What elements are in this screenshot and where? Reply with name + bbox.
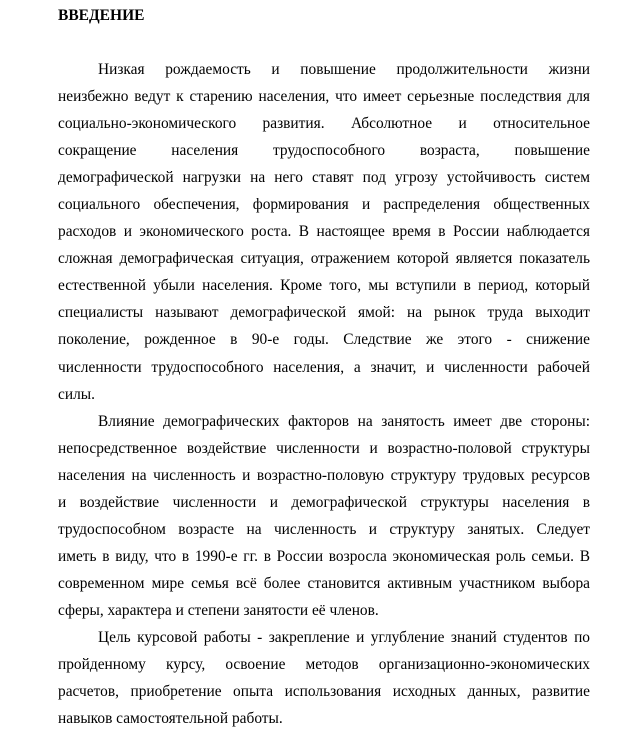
paragraph-line: Цель курсовой работы - закрепление и углубление знаний студентов по: [98, 628, 590, 646]
paragraph-line: естественной убыли населения. Кроме того, мы вступили в период, который: [58, 277, 590, 295]
paragraph-line: населения на численность и возрастно-половую структуру трудовых ресурсов: [58, 466, 590, 484]
paragraph-line: сферы, характера и степени занятости её членов.: [58, 601, 379, 619]
paragraph-line: пройденному курсу, освоение методов организационно-экономических: [58, 656, 590, 674]
paragraph-line: сокращение населения трудоспособного возраста, повышение: [58, 142, 590, 160]
paragraph-line: численности трудоспособного населения, а значит, и численности рабочей: [58, 358, 590, 376]
paragraph-line: демографической нагрузки на него ставят под угрозу устойчивость систем: [58, 169, 590, 187]
paragraph-line: расчетов, приобретение опыта использования исходных данных, развитие: [58, 683, 590, 701]
paragraph-line: поколение, рожденное в 90-е годы. Следствие же этого - снижение: [58, 331, 590, 349]
paragraph-line: социально-экономического развития. Абсолютное и относительное: [58, 115, 590, 133]
paragraph-line: неизбежно ведут к старению населения, что имеет серьезные последствия для: [58, 88, 590, 106]
paragraph-2: [58, 408, 590, 624]
paragraph-line: Влияние демографических факторов на занятость имеет две стороны:: [98, 412, 590, 430]
paragraph-line: навыков самостоятельной работы.: [58, 710, 283, 728]
paragraph-1: [58, 56, 590, 408]
paragraph-line: трудоспособном возрасте на численность и структуру занятых. Следует: [58, 520, 590, 538]
paragraph-line: сложная демографическая ситуация, отражением которой является показатель: [58, 250, 590, 268]
paragraph-3: [58, 624, 590, 732]
section-heading: ВВЕДЕНИЕ: [58, 7, 145, 24]
paragraph-line: расходов и экономического роста. В настоящее время в России наблюдается: [58, 223, 590, 241]
paragraph-line: социального обеспечения, формирования и распределения общественных: [58, 196, 590, 214]
paragraph-line: и воздействие численности и демографической структуры населения в: [58, 493, 590, 511]
paragraph-line: современном мире семья всё более становится активным участником выбора: [58, 574, 590, 592]
paragraph-line: силы.: [58, 385, 95, 403]
body-text: [58, 56, 590, 732]
paragraph-line: Низкая рождаемость и повышение продолжительности жизни: [98, 61, 590, 78]
paragraph-line: иметь в виду, что в 1990-е гг. в России возросла экономическая роль семьи. В: [58, 547, 590, 565]
paragraph-line: непосредственное воздействие численности и возрастно-половой структуры: [58, 439, 590, 457]
paragraph-line: специалисты называют демографической ямой: на рынок труда выходит: [58, 304, 590, 322]
